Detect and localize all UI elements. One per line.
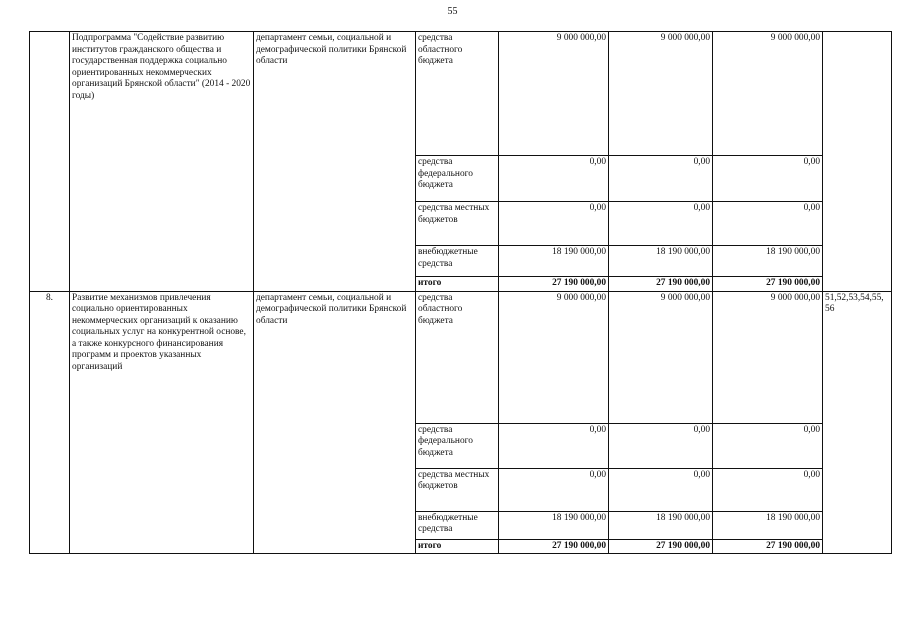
- amount-cell: 18 190 000,00: [499, 246, 609, 277]
- program-name: Развитие механизмов привлечения социально ориентированных некоммерческих организаций к оказанию социальных услуг на конкурентной основе, а также конкурсного финансирования программ и проектов указанных организаций: [70, 291, 254, 554]
- amount-cell: 18 190 000,00: [609, 246, 713, 277]
- total-amount: 27 190 000,00: [713, 277, 823, 292]
- amount-cell: 0,00: [499, 156, 609, 202]
- amount-cell: 0,00: [609, 156, 713, 202]
- indicator-refs: [823, 32, 892, 292]
- executor: департамент семьи, социальной и демографической политики Брянской области: [254, 32, 416, 292]
- amount-cell: 0,00: [713, 202, 823, 246]
- funding-source: средства областного бюджета: [416, 291, 499, 423]
- amount-cell: 9 000 000,00: [609, 291, 713, 423]
- amount-cell: 18 190 000,00: [713, 511, 823, 539]
- page-number: 55: [447, 6, 458, 17]
- funding-source: средства местных бюджетов: [416, 202, 499, 246]
- amount-cell: 0,00: [499, 202, 609, 246]
- funding-source: средства областного бюджета: [416, 32, 499, 156]
- amount-cell: 0,00: [609, 468, 713, 511]
- total-amount: 27 190 000,00: [713, 539, 823, 554]
- funding-source-total: итого: [416, 277, 499, 292]
- amount-cell: 0,00: [499, 468, 609, 511]
- total-amount: 27 190 000,00: [499, 277, 609, 292]
- program-name: Подпрограмма "Содействие развитию институтов гражданского общества и государственная поддержка социально ориентированных некоммерческих организаций Брянской области" (2014 - 2020 годы): [70, 32, 254, 292]
- funding-source: внебюджетные средства: [416, 511, 499, 539]
- funding-source: средства федерального бюджета: [416, 156, 499, 202]
- total-amount: 27 190 000,00: [609, 539, 713, 554]
- amount-cell: 9 000 000,00: [499, 291, 609, 423]
- amount-cell: 9 000 000,00: [713, 32, 823, 156]
- funding-source-total: итого: [416, 539, 499, 554]
- amount-cell: 0,00: [713, 468, 823, 511]
- funding-source: средства федерального бюджета: [416, 423, 499, 468]
- amount-cell: 0,00: [499, 423, 609, 468]
- amount-cell: 0,00: [609, 423, 713, 468]
- row-index: [30, 32, 70, 292]
- amount-cell: 9 000 000,00: [713, 291, 823, 423]
- table-row: [30, 32, 892, 156]
- total-amount: 27 190 000,00: [499, 539, 609, 554]
- funding-source: внебюджетные средства: [416, 246, 499, 277]
- amount-cell: 0,00: [609, 202, 713, 246]
- amount-cell: 18 190 000,00: [499, 511, 609, 539]
- amount-cell: 9 000 000,00: [609, 32, 713, 156]
- funding-source: средства местных бюджетов: [416, 468, 499, 511]
- amount-cell: 18 190 000,00: [713, 246, 823, 277]
- table-row: [30, 291, 892, 423]
- amount-cell: 9 000 000,00: [499, 32, 609, 156]
- executor: департамент семьи, социальной и демографической политики Брянской области: [254, 291, 416, 554]
- indicator-refs: 51,52,53,54,55, 56: [823, 291, 892, 554]
- amount-cell: 0,00: [713, 423, 823, 468]
- row-index: 8.: [30, 291, 70, 554]
- amount-cell: 0,00: [713, 156, 823, 202]
- amount-cell: 18 190 000,00: [609, 511, 713, 539]
- total-amount: 27 190 000,00: [609, 277, 713, 292]
- budget-table: [29, 31, 892, 554]
